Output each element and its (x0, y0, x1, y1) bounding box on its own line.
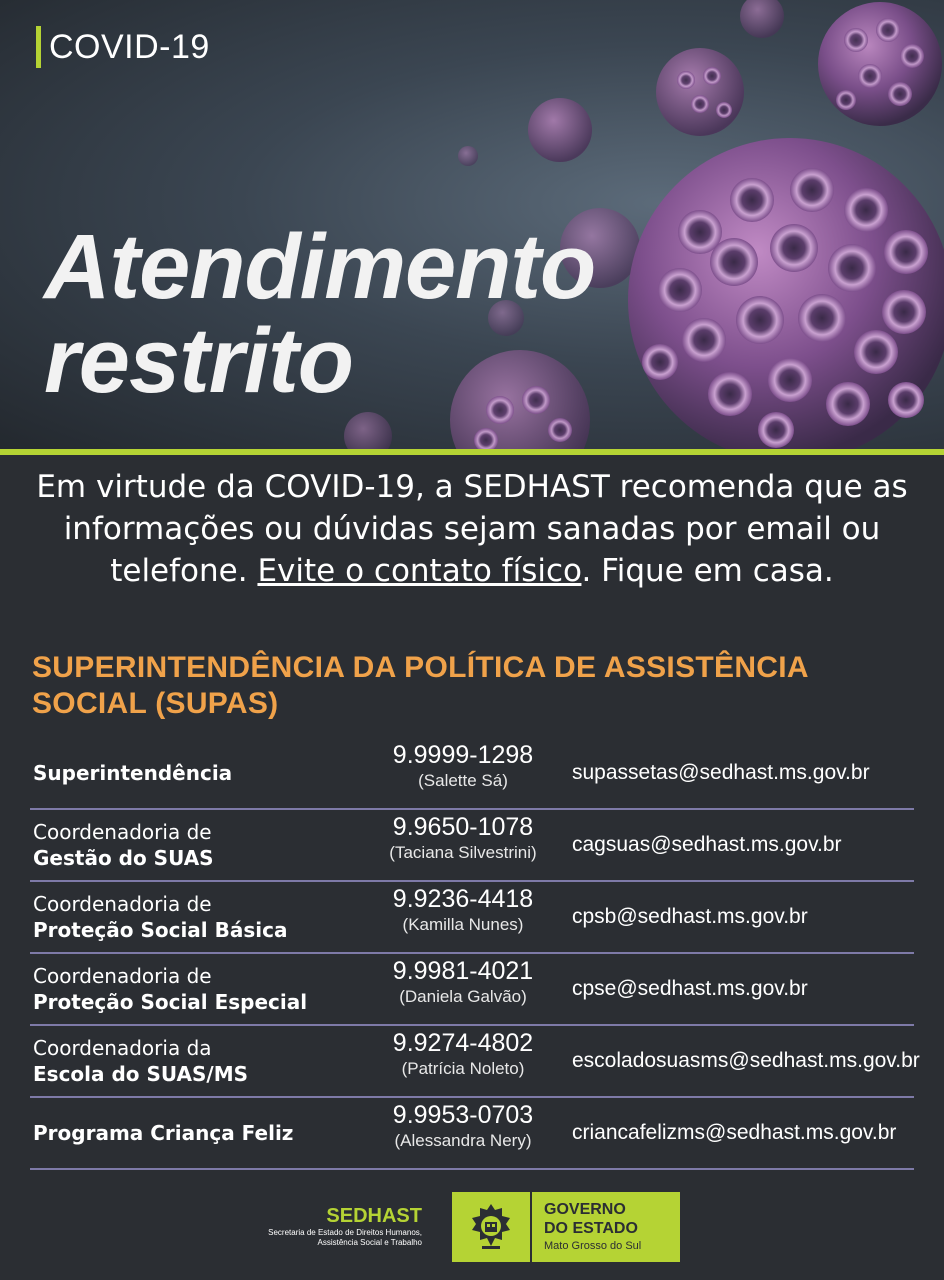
email-link[interactable]: criancafelizms@sedhast.ms.gov.br (572, 1121, 897, 1144)
row-department (33, 1026, 373, 1096)
department-prefix: Coordenadoria de (33, 820, 212, 844)
department-prefix: Coordenadoria da (33, 1036, 212, 1060)
government-text (532, 1192, 641, 1262)
phone-number[interactable]: 9.9274-4802 (392, 1029, 534, 1057)
table-row (30, 954, 914, 1026)
covid-tag (36, 26, 210, 68)
contact-person: (Daniela Galvão) (399, 987, 527, 1006)
state-seal-icon (452, 1192, 532, 1262)
row-department (33, 738, 373, 808)
hero-divider (0, 449, 944, 455)
headline-line1: Atendimento (44, 216, 596, 318)
row-phone (360, 884, 566, 936)
intro-text (20, 466, 924, 592)
table-row (30, 738, 914, 810)
department-prefix: Coordenadoria de (33, 892, 212, 916)
contacts-table (30, 738, 920, 1170)
department-name: Proteção Social Básica (33, 918, 288, 942)
phone-number[interactable]: 9.9650-1078 (392, 813, 534, 841)
contact-person: (Patrícia Noleto) (401, 1059, 525, 1078)
department-name: Escola do SUAS/MS (33, 1062, 249, 1086)
sedhast-subtitle-1: Secretaria de Estado de Direitos Humanos, (268, 1228, 422, 1237)
row-department (33, 810, 373, 880)
row-phone (360, 956, 566, 1008)
intro-part1: Em virtude da COVID-19, a SEDHAST recomenda que as informações ou dúvidas sejam sanadas por email ou telefone. (36, 469, 908, 589)
contact-person: (Alessandra Nery) (394, 1131, 532, 1150)
contact-person: (Salette Sá) (418, 771, 508, 790)
table-row (30, 1098, 914, 1170)
table-row (30, 1026, 920, 1098)
sedhast-logo (254, 1204, 422, 1248)
email-link[interactable]: cpsb@sedhast.ms.gov.br (572, 905, 808, 928)
phone-number[interactable]: 9.9953-0703 (392, 1101, 534, 1129)
row-phone (360, 1100, 566, 1152)
section-title: SUPERINTENDÊNCIA DA POLÍTICA DE ASSISTÊNCIA SOCIAL (SUPAS) (32, 651, 808, 720)
email-link[interactable]: cpse@sedhast.ms.gov.br (572, 977, 808, 1000)
row-phone (360, 812, 566, 864)
gov-line2: DO ESTADO (544, 1220, 638, 1237)
email-link[interactable]: escoladosuasms@sedhast.ms.gov.br (572, 1049, 920, 1072)
row-phone (360, 1028, 566, 1080)
contact-person: (Taciana Silvestrini) (389, 843, 537, 862)
tag-label: COVID-19 (49, 27, 210, 66)
department-name: Superintendência (33, 761, 233, 785)
intro-part2: . Fique em casa. (581, 553, 834, 589)
phone-number[interactable]: 9.9999-1298 (392, 741, 534, 769)
contact-person: (Kamilla Nunes) (402, 915, 524, 934)
intro-underlined: Evite o contato físico (257, 553, 582, 589)
email-link[interactable]: cagsuas@sedhast.ms.gov.br (572, 833, 842, 856)
email-link[interactable]: supassetas@sedhast.ms.gov.br (572, 761, 870, 784)
sedhast-name: SEDHAST (326, 1205, 422, 1227)
table-row (30, 882, 914, 954)
phone-number[interactable]: 9.9236-4418 (392, 885, 534, 913)
table-row (30, 810, 914, 882)
gov-line1: GOVERNO (544, 1201, 626, 1218)
department-name: Programa Criança Feliz (33, 1121, 294, 1145)
department-prefix: Coordenadoria de (33, 964, 212, 988)
row-department (33, 954, 373, 1024)
gov-state: Mato Grosso do Sul (544, 1240, 642, 1252)
department-name: Proteção Social Especial (33, 990, 308, 1014)
phone-number[interactable]: 9.9981-4021 (392, 957, 534, 985)
headline (44, 216, 596, 412)
government-logo (452, 1192, 680, 1262)
department-name: Gestão do SUAS (33, 846, 214, 870)
headline-line2: restrito (44, 310, 353, 412)
row-department (33, 1098, 373, 1168)
sedhast-subtitle-2: Assistência Social e Trabalho (317, 1238, 422, 1247)
row-department (33, 882, 373, 952)
hero-banner (0, 0, 944, 452)
tag-accent-bar (36, 26, 41, 68)
row-phone (360, 740, 566, 792)
